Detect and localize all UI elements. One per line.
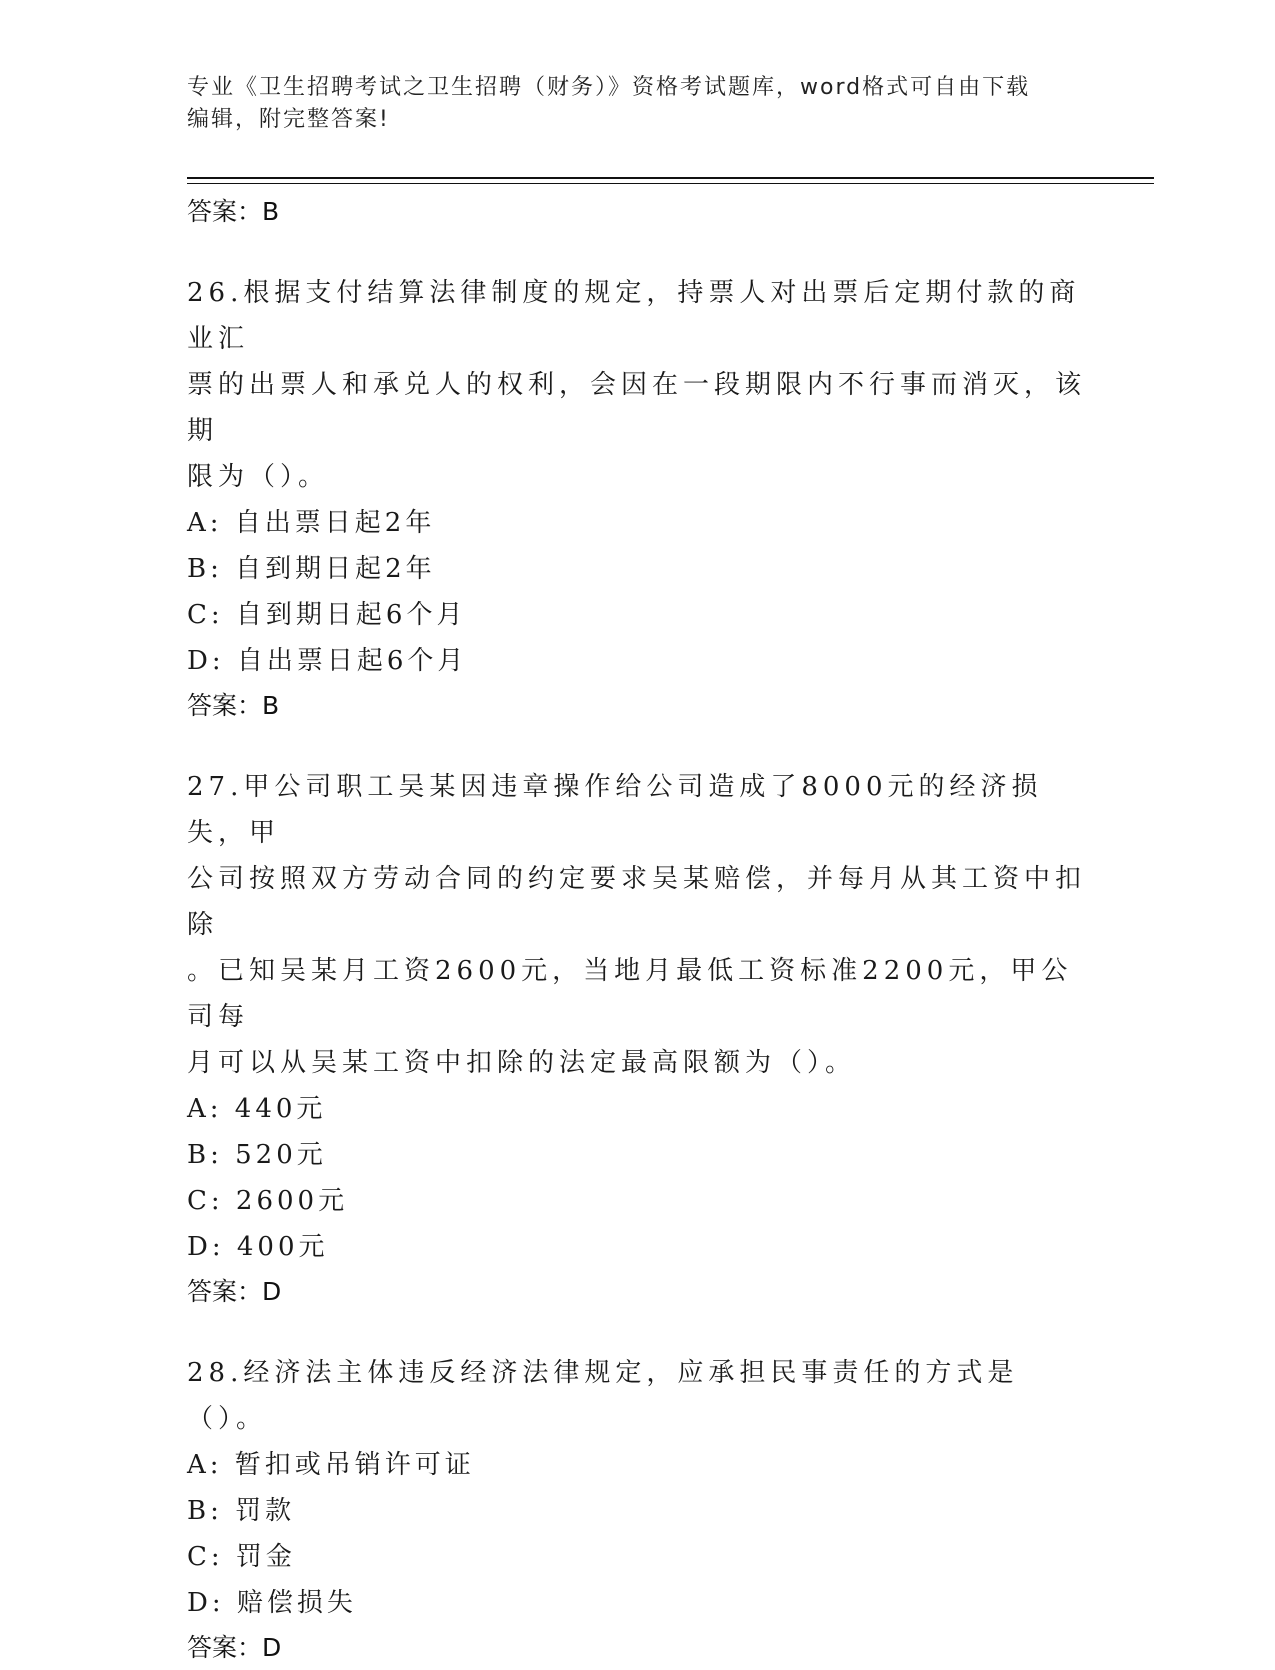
question-line: 28.经济法主体违反经济法律规定，应承担民事责任的方式是（）。 [187,1358,1019,1434]
option-a: A: 440元 [187,1094,327,1124]
header-rule-thin [187,183,1154,184]
option-b: B: 520元 [187,1140,327,1170]
option-b: B: 自到期日起2年 [187,554,436,584]
option-d: D: 赔偿损失 [187,1588,357,1618]
option-c: C: 罚金 [187,1542,296,1572]
answer-28: 答案：D [187,1633,282,1662]
option-c: C: 自到期日起6个月 [187,600,467,630]
answer-27: 答案：D [187,1277,282,1306]
question-line: 月可以从吴某工资中扣除的法定最高限额为（）。 [187,1048,857,1078]
answer-26: 答案：B [187,691,280,720]
header-line-1: 专业《卫生招聘考试之卫生招聘（财务）》资格考试题库，word格式可自由下载 [187,75,1031,100]
previous-answer: 答案：B [187,197,280,226]
option-b: B: 罚款 [187,1496,296,1526]
option-d: D: 自出票日起6个月 [187,646,468,676]
document-header [187,72,1087,136]
question-line: 公司按照双方劳动合同的约定要求吴某赔偿，并每月从其工资中扣除 [187,864,1087,940]
option-d: D: 400元 [187,1232,329,1262]
question-26 [187,270,1087,500]
question-line: 27.甲公司职工吴某因违章操作给公司造成了8000元的经济损失，甲 [187,772,1043,848]
document-body [187,190,1087,1670]
header-rule-thick [187,177,1154,179]
question-line: 票的出票人和承兑人的权利，会因在一段期限内不行事而消灭，该期 [187,370,1087,446]
question-line: 限为（）。 [187,462,330,492]
question-27 [187,764,1087,1086]
option-c: C: 2600元 [187,1186,349,1216]
question-line: 。已知吴某月工资2600元，当地月最低工资标准2200元，甲公司每 [187,956,1073,1032]
question-28 [187,1350,1087,1442]
header-line-2: 编辑，附完整答案! [187,107,390,132]
option-a: A: 暂扣或吊销许可证 [187,1450,475,1480]
question-line: 26.根据支付结算法律制度的规定，持票人对出票后定期付款的商业汇 [187,278,1081,354]
option-a: A: 自出票日起2年 [187,508,436,538]
